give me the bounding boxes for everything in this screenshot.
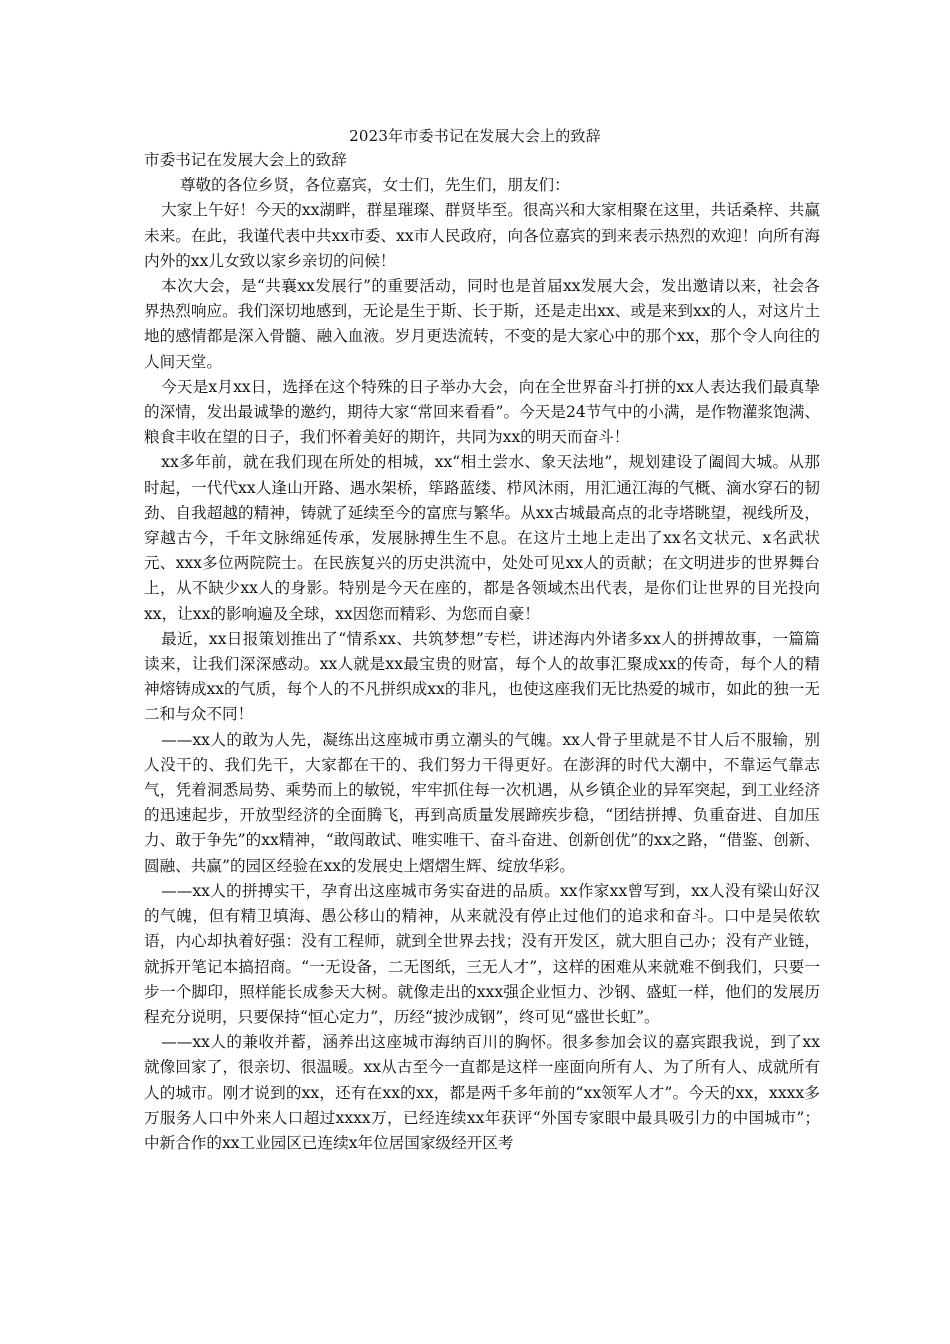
paragraph-7: ——xx人的拼搏实干，孕育出这座城市务实奋进的品质。xx作家xx曾写到，xx人没有梁山好汉的气魄，但有精卫填海、愚公移山的精神，从来就没有停止过他们的追求和奋斗。口中是吴侬软语，内心却执着好强：没有工程师，就到全世界去找；没有开发区，就大胆自己办；没有产业链，就拆开笔记本搞招商。“一无设备，二无图纸，三无人才”，这样的困难从来就难不倒我们，只要一步一个脚印，照样能长成参天大树。就像走出的xxx强企业恒力、沙钢、盛虹一样，他们的发展历程充分说明，只要保持“恒心定力”，历经“披沙成钢”，终可见“盛世长虹”。 xyxy=(144,881,820,1026)
paragraph-1: 大家上午好！今天的xx湖畔，群星璀璨、群贤毕至。很高兴和大家相聚在这里，共话桑梓、共赢未来。在此，我谨代表中共xx市委、xx市人民政府，向各位嘉宾的到来表示热烈的欢迎！向所有海内外的xx儿女致以家乡亲切的问候！ xyxy=(144,201,820,270)
salutation-line: 尊敬的各位乡贤，各位嘉宾，女士们，先生们，朋友们： xyxy=(179,176,570,195)
document-title: 2023年市委书记在发展大会上的致辞 xyxy=(349,127,601,145)
document-body xyxy=(144,148,820,1156)
paragraph-5: 最近，xx日报策划推出了“情系xx、共筑梦想”专栏，讲述海内外诸多xx人的拼搏故事，一篇篇读来，让我们深深感动。xx人就是xx最宝贵的财富，每个人的故事汇聚成xx的传奇，每个人的精神熔铸成xx的气质，每个人的不凡拼织成xx的非凡，也使这座我们无比热爱的城市，如此的独一无二和与众不同！ xyxy=(144,629,820,724)
document-subtitle: 市委书记在发展大会上的致辞 xyxy=(144,151,347,169)
paragraph-8: ——xx人的兼收并蓄，涵养出这座城市海纳百川的胸怀。很多参加会议的嘉宾跟我说，到了xx就像回家了，很亲切、很温暖。xx从古至今一直都是这样一座面向所有人、为了所有人、成就所有人的城市。刚才说到的xx，还有在xx的xx，都是两千多年前的“xx领军人才”。今天的xx，xxxx多万服务人口中外来人口超过xxxx万，已经连续xx年获评“外国专家眼中最具吸引力的中国城市”；中新合作的xx工业园区已连续x年位居国家级经开区考 xyxy=(144,1033,820,1152)
paragraph-2: 本次大会，是“共襄xx发展行”的重要活动，同时也是首届xx发展大会，发出邀请以来，社会各界热烈响应。我们深切地感到，无论是生于斯、长于斯，还是走出xx、或是来到xx的人，对这片土地的感情都是深入骨髓、融入血液。岁月更迭流转，不变的是大家心中的那个xx，那个令人向往的人间天堂。 xyxy=(144,277,820,371)
paragraph-6: ——xx人的敢为人先，凝练出这座城市勇立潮头的气魄。xx人骨子里就是不甘人后不服输，别人没干的、我们先干，大家都在干的、我们努力干得更好。在澎湃的时代大潮中，不靠运气靠志气，凭着洞悉局势、乘势而上的敏锐，牢牢抓住每一次机遇，从乡镇企业的异军突起，到工业经济的迅速起步，开放型经济的全面腾飞，再到高质量发展蹄疾步稳，“团结拼搏、负重奋进、自加压力、敢于争先”的xx精神，“敢闯敢试、唯实唯干、奋斗奋进、创新创优”的xx之路，“借鉴、创新、圆融、共赢”的园区经验在xx的发展史上熠熠生辉、绽放华彩。 xyxy=(144,730,820,875)
paragraph-4: xx多年前，就在我们现在所处的相城，xx“相土尝水、象天法地”，规划建设了阖闾大城。从那时起，一代代xx人逢山开路、遇水架桥，筚路蓝缕、栉风沐雨，用汇通江海的气概、滴水穿石的韧劲、自我超越的精神，铸就了延续至今的富庶与繁华。从xx古城最高点的北寺塔眺望，视线所及，穿越古今，千年文脉绵延传承，发展脉搏生生不息。在这片土地上走出了xx名文状元、x名武状元、xxx多位两院院士。在民族复兴的历史洪流中，处处可见xx人的贡献；在文明进步的世界舞台上，从不缺少xx人的身影。特别是今天在座的，都是各领域杰出代表，是你们让世界的目光投向xx，让xx的影响遍及全球，xx因您而精彩、为您而自豪！ xyxy=(144,453,820,623)
paragraph-3: 今天是x月xx日，选择在这个特殊的日子举办大会，向在全世界奋斗打拼的xx人表达我们最真挚的深情，发出最诚挚的邀约，期待大家“常回来看看”。今天是24节气中的小满，是作物灌浆饱满、粮食丰收在望的日子，我们怀着美好的期许，共同为xx的明天而奋斗！ xyxy=(144,377,820,447)
